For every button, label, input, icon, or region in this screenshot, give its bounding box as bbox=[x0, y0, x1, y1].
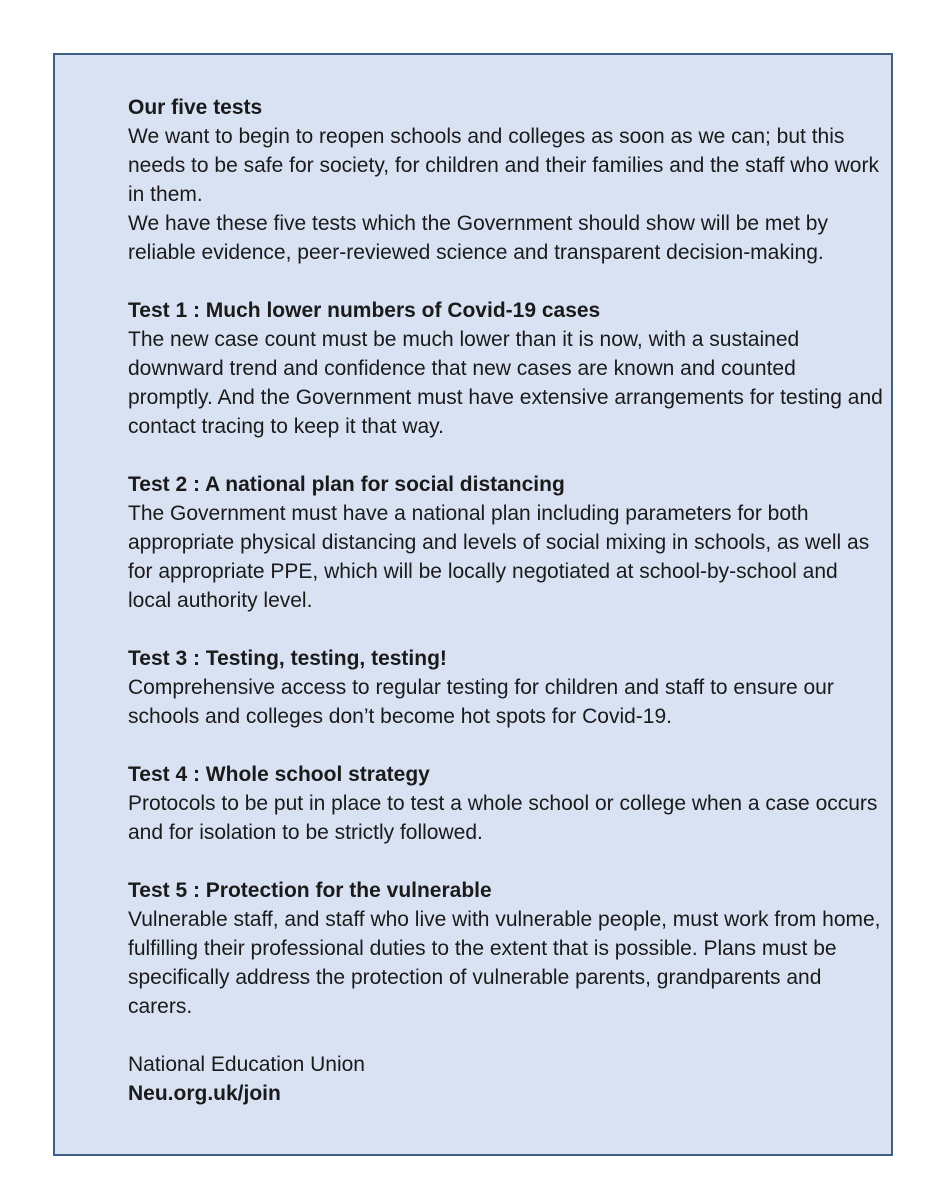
test-5-title: Test 5 : Protection for the vulnerable bbox=[128, 879, 492, 902]
test-2-title: Test 2 : A national plan for social distancing bbox=[128, 473, 565, 496]
intro-section bbox=[128, 93, 883, 267]
intro-paragraph-2: We have these five tests which the Government should show will be met by reliable evidence, peer-reviewed science and transparent decision-making. bbox=[128, 212, 828, 264]
intro-paragraph-1: We want to begin to reopen schools and colleges as soon as we can; but this needs to be safe for society, for children and their families and the staff who work in them. bbox=[128, 125, 879, 206]
test-4-title: Test 4 : Whole school strategy bbox=[128, 763, 430, 786]
test-5-section bbox=[128, 876, 883, 1021]
intro-title: Our five tests bbox=[128, 96, 263, 119]
organisation-name: National Education Union bbox=[128, 1053, 365, 1076]
test-4-section bbox=[128, 760, 883, 847]
document-content bbox=[128, 93, 883, 1108]
test-1-section bbox=[128, 296, 883, 441]
test-1-title: Test 1 : Much lower numbers of Covid-19 cases bbox=[128, 299, 601, 322]
test-3-section bbox=[128, 644, 883, 731]
document-panel bbox=[53, 53, 893, 1156]
test-2-section bbox=[128, 470, 883, 615]
test-1-body: The new case count must be much lower than it is now, with a sustained downward trend and confidence that new cases are known and counted promptly. And the Government must have extensive arrangements for testing and contact tracing to keep it that way. bbox=[128, 328, 883, 438]
test-2-body: The Government must have a national plan including parameters for both appropriate physical distancing and levels of social mixing in schools, as well as for appropriate PPE, which will be locally negotiated at school-by-school and local authority level. bbox=[128, 502, 870, 612]
test-3-title: Test 3 : Testing, testing, testing! bbox=[128, 647, 447, 670]
join-link[interactable]: Neu.org.uk/join bbox=[128, 1082, 281, 1105]
test-5-body: Vulnerable staff, and staff who live with vulnerable people, must work from home, fulfilling their professional duties to the extent that is possible. Plans must be specifically address the protection of vulnerable parents, grandparents and carers. bbox=[128, 908, 881, 1018]
footer bbox=[128, 1050, 883, 1108]
test-4-body: Protocols to be put in place to test a whole school or college when a case occurs and for isolation to be strictly followed. bbox=[128, 792, 878, 844]
test-3-body: Comprehensive access to regular testing for children and staff to ensure our schools and colleges don’t become hot spots for Covid-19. bbox=[128, 676, 834, 728]
